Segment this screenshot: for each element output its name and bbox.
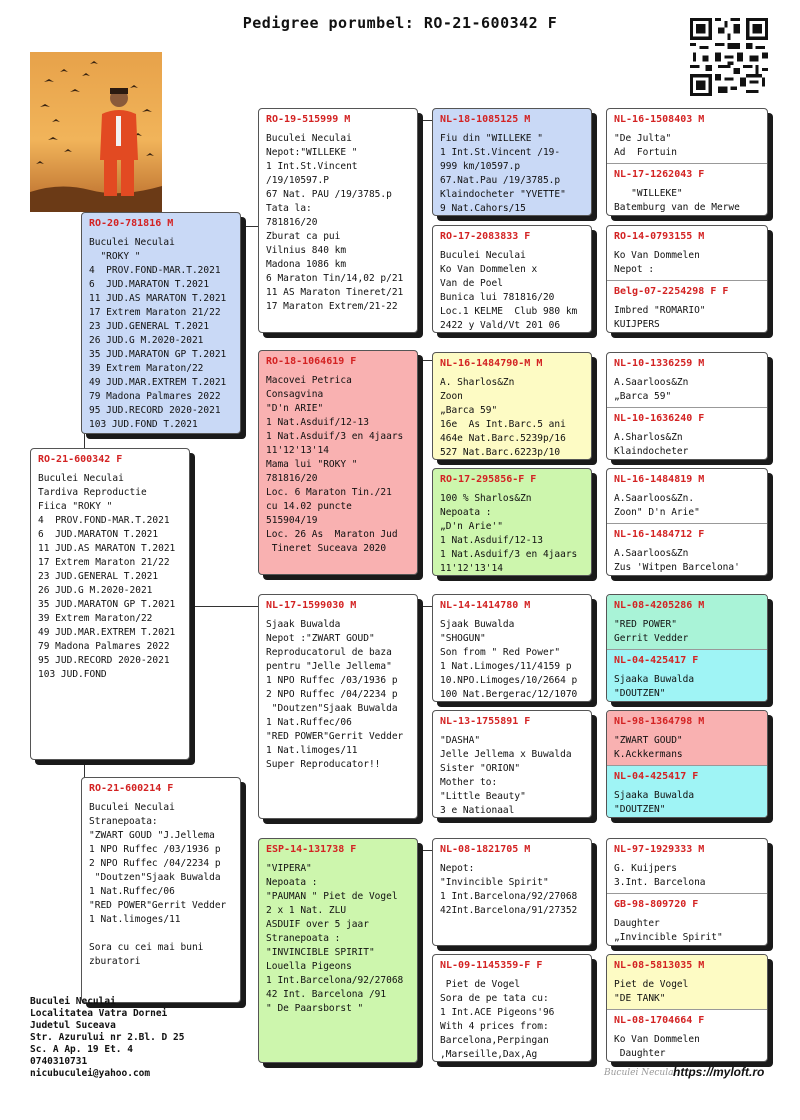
bird-details: Nepot: "Invincible Spirit" 1 Int.Barcelona/92/27068 42Int.Barcelona/91/27352 xyxy=(440,863,578,916)
great-grandparents-card xyxy=(606,710,768,818)
bird-details: Buculei Neculai Tardiva Reproductie Fiica "ROKY " 4 PROV.FOND-MAR.T.2021 6 JUD.MARATON T.2021 11 JUD.AS MARATON T.2021 17 Extrem Maraton 21/22 23 JUD.GENERAL T.2021 26 JUD.G M.2020-2021 35 JUD.MARATON GP T.2021 39 Extrem Maraton/22 49 JUD.MAR.EXTREM T.2021 79 Madona Palmares 2022 95 JUD.RECORD 2020-2021 103 JUD.FOND xyxy=(38,473,176,680)
great-grandparent-entry xyxy=(607,649,767,702)
ring-number: NL-16-1484790-M M xyxy=(440,358,543,369)
bird-details: Sjaak Buwalda "SHOGUN" Son from " Red Power" 1 Nat.Limoges/11/4159 p 10.NPO.Limoges/10/2664 p 100 Nat.Bergerac/12/1070 xyxy=(440,619,578,700)
bird-details: Piet de Vogel "DE TANK" xyxy=(614,979,689,1004)
bird-details: Buculei Neculai Nepot:"WILLEKE " 1 Int.St.Vincent /19/10597.P 67 Nat. PAU /19/3785.p Tata la: 781816/20 Zburat ca pui Vilnius 840 km Madona 1086 km 6 Maraton Tin/14,02 p/21 11 AS Maraton Tineret/21 17 Maraton Extrem/21-22 xyxy=(266,133,404,312)
owner-name: Buculei Neculai xyxy=(30,996,116,1007)
connector-line xyxy=(418,850,432,851)
ring-number: NL-16-1484819 M xyxy=(614,474,705,485)
ring-number: RO-17-2083833 F xyxy=(440,231,531,242)
bird-details: A. Sharlos&Zn Zoon „Barca 59" 16e As Int.Barc.5 ani 464e Nat.Barc.5239p/16 527 Nat.Barc.6223p/10 xyxy=(440,377,566,458)
connector-line xyxy=(240,226,260,227)
bird-details: Fiu din "WILLEKE " 1 Int.St.Vincent /19- 999 km/10597.p 67.Nat.Pau /19/3785.p Klaindocheter "YVETTE" 9 Nat.Cahors/15 xyxy=(440,133,566,214)
great-grandparents-card xyxy=(606,954,768,1062)
bird-details: Buculei Neculai "ROKY " 4 PROV.FOND-MAR.T.2021 6 JUD.MARATON T.2021 11 JUD.AS MARATON T.2021 17 Extrem Maraton 21/22 23 JUD.GENERAL T.2021 26 JUD.G M.2020-2021 35 JUD.MARATON GP T.2021 39 Extrem Maraton/22 49 JUD.MAR.EXTREM T.2021 79 Madona Palmares 2022 95 JUD.RECORD 2020-2021 103 JUD.FOND T.2021 xyxy=(89,237,227,430)
owner-street: Str. Azurului nr 2.Bl. D 25 xyxy=(30,1032,185,1043)
owner-county: Judetul Suceava xyxy=(30,1020,116,1031)
website-link[interactable]: https://myloft.ro xyxy=(673,1065,765,1079)
great-grandparents-card xyxy=(606,594,768,702)
owner-photo xyxy=(30,52,162,212)
bird-details: Macovei Petrica Consagvina "D'n ARIE" 1 Nat.Asduif/12-13 1 Nat.Asduif/3 en 4jaars 11'12'13'14 Mama lui "ROKY " 781816/20 Loc. 6 Maraton Tin./21 cu 14.02 puncte 515904/19 Loc. 26 As Maraton Jud Tineret Suceava 2020 xyxy=(266,375,404,554)
bird-details: Sjaaka Buwalda "DOUTZEN" xyxy=(614,674,695,699)
grandparent-card xyxy=(432,594,592,702)
great-grandparent-entry xyxy=(607,765,767,818)
owner-apartment: Sc. A Ap. 19 Et. 4 xyxy=(30,1044,133,1055)
bird-details: Buculei Neculai Ko Van Dommelen x Van de Poel Bunica lui 781816/20 Loc.1 KELME Club 980 km 2422 y Vald/Vt 201 06 xyxy=(440,250,578,331)
ring-number: NL-16-1484712 F xyxy=(614,529,705,540)
ring-number: NL-97-1929333 M xyxy=(614,844,705,855)
sibling-card xyxy=(81,777,241,1003)
great-grandparents-card xyxy=(606,108,768,216)
parent-card xyxy=(258,350,418,575)
ring-number: RO-17-295856-F F xyxy=(440,474,537,485)
ring-number: NL-13-1755891 F xyxy=(440,716,531,727)
great-grandparent-entry xyxy=(607,163,767,216)
ring-number: NL-08-4205286 M xyxy=(614,600,705,611)
ring-number: NL-08-1821705 M xyxy=(440,844,531,855)
great-grandparents-card xyxy=(606,352,768,460)
bird-details: 100 % Sharlos&Zn Nepoata : „D'n Arie'" 1 Nat.Asduif/12-13 1 Nat.Asduif/3 en 4jaars 11'12'13'14 xyxy=(440,493,578,574)
great-grandparent-entry xyxy=(607,523,767,576)
signature: Buculei Neculai xyxy=(604,1068,677,1078)
connector-line xyxy=(418,360,432,361)
owner-locality: Localitatea Vatra Dornei xyxy=(30,1008,168,1019)
bird-details: A.Saarloos&Zn „Barca 59" xyxy=(614,377,689,402)
ring-number: NL-17-1262043 F xyxy=(614,169,705,180)
bird-details: Sjaak Buwalda Nepot :"ZWART GOUD" Reproducatorul de baza pentru "Jelle Jellema" 1 NPO Ruffec /03/1936 p 2 NPO Ruffec /04/2234 p "Doutzen"Sjaak Buwalda 1 Nat.Ruffec/06 "RED POWER"Gerrit Vedder 1 Nat.limoges/11 Super Reproducator!! xyxy=(266,619,404,770)
subject-card xyxy=(30,448,190,760)
bird-details: "DASHA" Jelle Jellema x Buwalda Sister "ORION" Mother to: "Little Beauty" 3 e Nationaal xyxy=(440,735,572,816)
great-grandparent-entry xyxy=(607,1009,767,1062)
ring-number: NL-17-1599030 M xyxy=(266,600,357,611)
great-grandparents-card xyxy=(606,225,768,333)
connector-line xyxy=(418,606,432,607)
great-grandparent-entry xyxy=(607,109,767,163)
grandparent-card xyxy=(432,838,592,946)
great-grandparent-entry xyxy=(607,595,767,649)
parent-card xyxy=(258,594,418,819)
bird-details: Ko Van Dommelen Nepot : xyxy=(614,250,700,275)
ring-number: RO-21-600214 F xyxy=(89,783,174,794)
ring-number: RO-18-1064619 F xyxy=(266,356,357,367)
bird-details: A.Saarloos&Zn Zus 'Witpen Barcelona' xyxy=(614,548,740,573)
connector-line xyxy=(418,120,432,121)
great-grandparent-entry xyxy=(607,469,767,523)
ring-number: GB-98-809720 F xyxy=(614,899,699,910)
ring-number: NL-08-1704664 F xyxy=(614,1015,705,1026)
ring-number: NL-09-1145359-F F xyxy=(440,960,543,971)
parent-card xyxy=(258,108,418,333)
page-title: Pedigree porumbel: RO-21-600342 F xyxy=(242,14,558,32)
owner-email[interactable]: nicubuculei@yahoo.com xyxy=(30,1068,151,1079)
bird-details: Daughter „Invincible Spirit" xyxy=(614,918,723,943)
ring-number: NL-18-1085125 M xyxy=(440,114,531,125)
ring-number: NL-04-425417 F xyxy=(614,771,699,782)
ring-number: RO-21-600342 F xyxy=(38,454,123,465)
great-grandparents-card xyxy=(606,838,768,946)
bird-details: "ZWART GOUD" K.Ackkermans xyxy=(614,735,683,760)
great-grandparent-entry xyxy=(607,280,767,333)
qr-code-icon xyxy=(690,18,768,96)
bird-details: Piet de Vogel Sora de pe tata cu: 1 Int.ACE Pigeons'96 With 4 prices from: Barcelona,Perpingan ,Marseille,Dax,Ag xyxy=(440,979,555,1060)
bird-details: A.Saarloos&Zn. Zoon" D'n Arie" xyxy=(614,493,700,518)
great-grandparent-entry xyxy=(607,353,767,407)
bird-details: Buculei Neculai Stranepoata: "ZWART GOUD "J.Jellema 1 NPO Ruffec /03/1936 p 2 NPO Ruffec /04/2234 p "Doutzen"Sjaak Buwalda 1 Nat.Ruffec/06 "RED POWER"Gerrit Vedder 1 Nat.limoges/11 Sora cu cei mai buni zburatori xyxy=(89,802,227,967)
ring-number: Belg-07-2254298 F F xyxy=(614,286,729,297)
connector-line xyxy=(190,606,260,607)
ring-number: RO-20-781816 M xyxy=(89,218,174,229)
bird-details: Ko Van Dommelen Daughter xyxy=(614,1034,700,1059)
parent-card xyxy=(258,838,418,1063)
ring-number: NL-10-1636240 F xyxy=(614,413,705,424)
bird-details: Imbred "ROMARIO" KUIJPERS xyxy=(614,305,706,330)
bird-details: "RED POWER" Gerrit Vedder xyxy=(614,619,689,644)
great-grandparent-entry xyxy=(607,226,767,280)
great-grandparent-entry xyxy=(607,955,767,1009)
ring-number: ESP-14-131738 F xyxy=(266,844,357,855)
great-grandparent-entry xyxy=(607,893,767,946)
sire-card xyxy=(81,212,241,434)
bird-details: Sjaaka Buwalda "DOUTZEN" xyxy=(614,790,695,815)
bird-details: A.Sharlos&Zn Klaindocheter xyxy=(614,432,689,457)
ring-number: NL-98-1364798 M xyxy=(614,716,705,727)
ring-number: RO-19-515999 M xyxy=(266,114,351,125)
great-grandparents-card xyxy=(606,468,768,576)
ring-number: NL-10-1336259 M xyxy=(614,358,705,369)
bird-details: "De Julta" Ad Fortuin xyxy=(614,133,677,158)
owner-contact xyxy=(30,996,184,1080)
great-grandparent-entry xyxy=(607,711,767,765)
grandparent-card xyxy=(432,108,592,216)
ring-number: NL-08-5813035 M xyxy=(614,960,705,971)
bird-details: G. Kuijpers 3.Int. Barcelona xyxy=(614,863,706,888)
bird-details: "VIPERA" Nepoata : "PAUMAN " Piet de Vogel 2 x 1 Nat. ZLU ASDUIF over 5 jaar Stranepoata : "INVINCIBLE SPIRIT" Louella Pigeons 1 Int.Barcelona/92/27068 42 Int. Barcelona /91 " De Paarsborst " xyxy=(266,863,404,1014)
grandparent-card xyxy=(432,225,592,333)
bird-details: "WILLEKE" Batemburg van de Merwe xyxy=(614,188,740,213)
grandparent-card xyxy=(432,468,592,576)
great-grandparent-entry xyxy=(607,839,767,893)
ring-number: RO-14-0793155 M xyxy=(614,231,705,242)
grandparent-card xyxy=(432,954,592,1062)
great-grandparent-entry xyxy=(607,407,767,460)
grandparent-card xyxy=(432,710,592,818)
grandparent-card xyxy=(432,352,592,460)
owner-phone: 0740310731 xyxy=(30,1056,88,1067)
ring-number: NL-16-1508403 M xyxy=(614,114,705,125)
ring-number: NL-04-425417 F xyxy=(614,655,699,666)
ring-number: NL-14-1414780 M xyxy=(440,600,531,611)
